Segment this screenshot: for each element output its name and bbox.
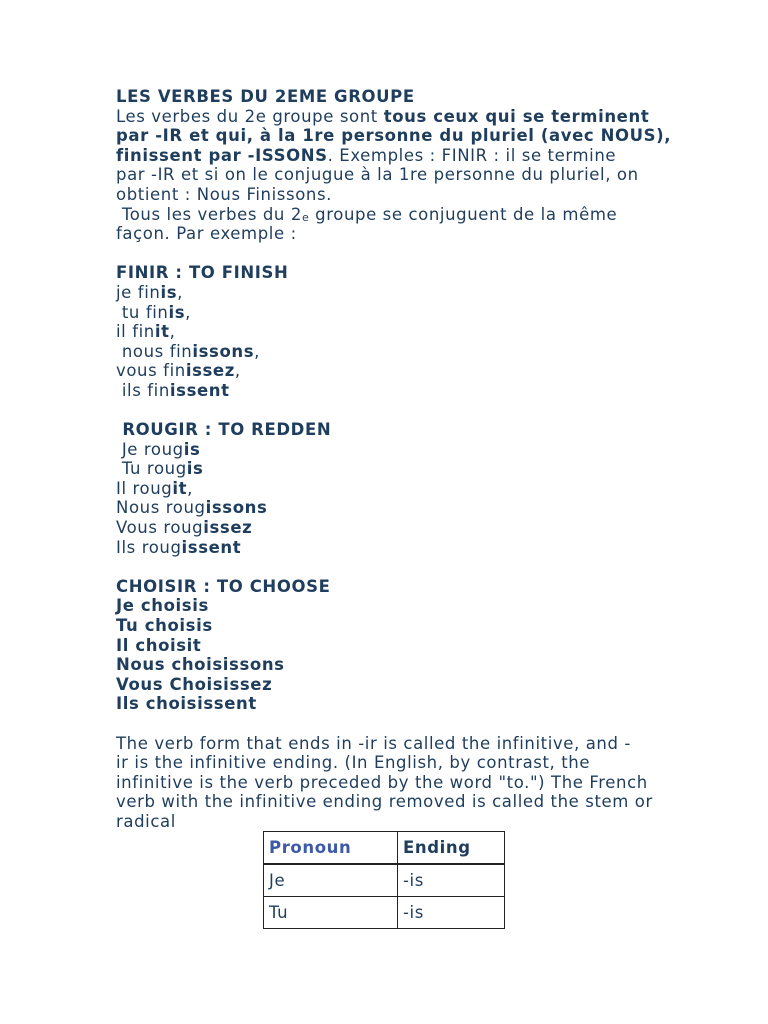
spacer bbox=[116, 244, 676, 264]
conjugation-row: Ils choisissent bbox=[116, 694, 257, 714]
conjugation-row: Je rougis bbox=[116, 439, 201, 459]
finir-heading: FINIR : TO FINISH bbox=[116, 263, 289, 283]
table-header-row bbox=[264, 832, 505, 865]
spacer bbox=[116, 401, 676, 421]
spacer bbox=[116, 714, 676, 734]
finir-conjugation bbox=[116, 283, 676, 401]
intro-line-3: finissent par -ISSONS. Exemples : FINIR : il se termine bbox=[116, 145, 617, 165]
spacer bbox=[116, 557, 676, 577]
document-body bbox=[116, 87, 676, 832]
endings-table bbox=[263, 831, 505, 929]
explanation-line: verb with the infinitive ending removed is called the stem or bbox=[116, 792, 653, 812]
intro-line-4: par -IR et si on le conjugue à la 1re personne du pluriel, on bbox=[116, 165, 639, 185]
rougir-conjugation bbox=[116, 440, 676, 558]
table-cell-ending: -is bbox=[398, 897, 505, 929]
rougir-heading: ROUGIR : TO REDDEN bbox=[116, 420, 332, 440]
intro-line-5: obtient : Nous Finissons. bbox=[116, 184, 332, 204]
conjugation-row: Vous rougissez bbox=[116, 518, 253, 538]
conjugation-row: Je choisis bbox=[116, 596, 209, 616]
conjugation-row: nous finissons, bbox=[116, 341, 261, 361]
conjugation-row: Tu rougis bbox=[116, 459, 204, 479]
table-row bbox=[264, 864, 505, 897]
explanation-line: ir is the infinitive ending. (In English, by contrast, the bbox=[116, 753, 591, 773]
intro-line-1: Les verbes du 2e groupe sont tous ceux qui se terminent bbox=[116, 106, 650, 126]
table-cell-pronoun: Tu bbox=[264, 897, 398, 929]
document-title: LES VERBES DU 2EME GROUPE bbox=[116, 87, 415, 106]
table-row bbox=[264, 897, 505, 929]
table-cell-ending: -is bbox=[398, 864, 505, 897]
explanation-line: infinitive is the verb preceded by the word "to.") The French bbox=[116, 772, 648, 792]
conjugation-row: Tu choisis bbox=[116, 616, 213, 636]
conjugation-row: Ils rougissent bbox=[116, 537, 242, 557]
table-cell-pronoun: Je bbox=[264, 864, 398, 897]
explanation-line: radical bbox=[116, 811, 176, 831]
conjugation-row: il finit, bbox=[116, 322, 176, 342]
choisir-heading: CHOISIR : TO CHOOSE bbox=[116, 576, 331, 596]
conjugation-row: Vous Choisissez bbox=[116, 674, 273, 694]
intro-line-2: par -IR et qui, à la 1re personne du pluriel (avec NOUS), bbox=[116, 126, 672, 146]
intro-line-7: façon. Par exemple : bbox=[116, 224, 297, 244]
conjugation-row: Nous choisissons bbox=[116, 655, 285, 675]
conjugation-row: vous finissez, bbox=[116, 361, 241, 381]
explanation-line: The verb form that ends in -ir is called the infinitive, and - bbox=[116, 733, 631, 753]
explanation-paragraph bbox=[116, 734, 676, 832]
conjugation-row: ils finissent bbox=[116, 380, 230, 400]
conjugation-row: Il choisit bbox=[116, 635, 202, 655]
conjugation-row: tu finis, bbox=[116, 302, 192, 322]
intro-line-6: Tous les verbes du 2e groupe se conjuguent de la même bbox=[116, 204, 618, 224]
conjugation-row: Il rougit, bbox=[116, 478, 193, 498]
conjugation-row: Nous rougissons bbox=[116, 498, 268, 518]
conjugation-row: je finis, bbox=[116, 282, 183, 302]
table-header-ending: Ending bbox=[398, 832, 505, 865]
choisir-conjugation bbox=[116, 596, 676, 714]
table-header-pronoun: Pronoun bbox=[264, 832, 398, 865]
